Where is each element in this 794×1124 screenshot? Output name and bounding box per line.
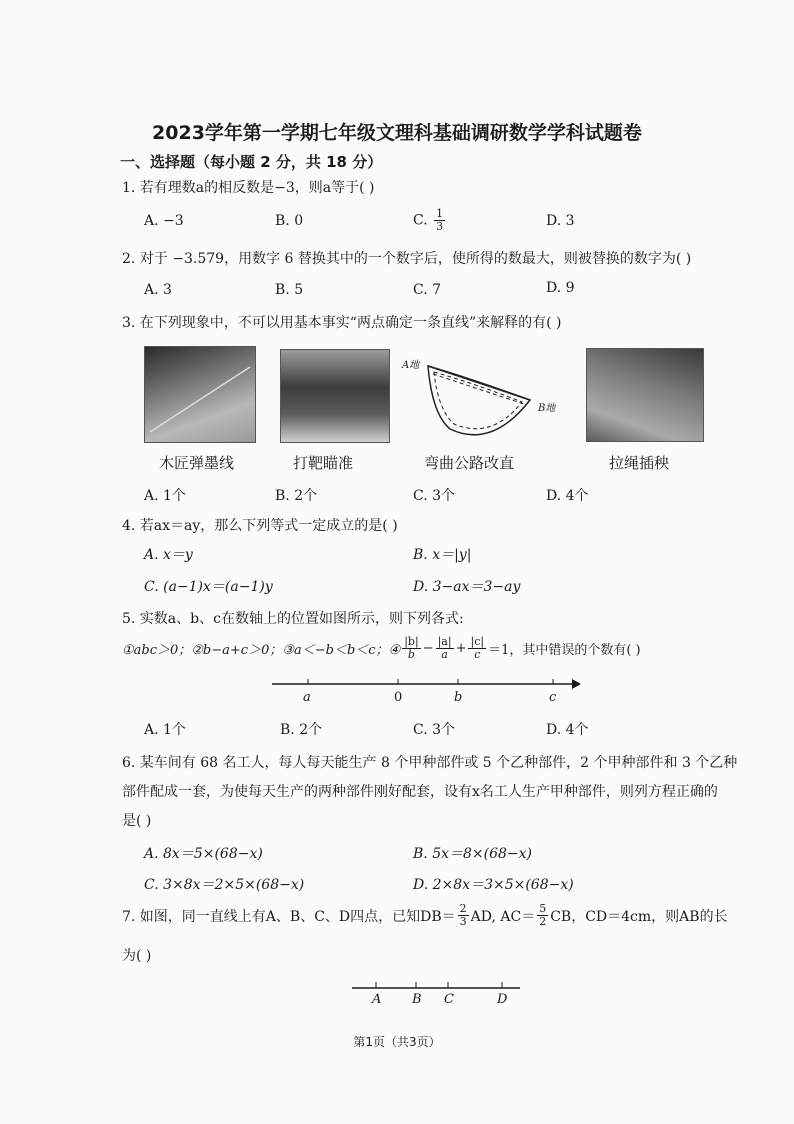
q5-option-c[interactable]: C. 3个 bbox=[413, 722, 456, 738]
q3-option-a[interactable]: A. 1个 bbox=[144, 488, 186, 504]
rice-planting-photo bbox=[586, 348, 704, 442]
segment-point-c: C bbox=[444, 992, 454, 1007]
q7-f1-num: 2 bbox=[459, 902, 467, 915]
q5-f2-den: a bbox=[441, 648, 448, 661]
q4-option-d[interactable]: D. 3−ax＝3−ay bbox=[413, 579, 521, 595]
q5-f3-num: |c| bbox=[470, 635, 485, 648]
point-b-label: B地 bbox=[538, 403, 556, 414]
q6-option-c[interactable]: C. 3×8x＝2×5×(68−x) bbox=[144, 877, 305, 893]
target-aiming-photo bbox=[280, 349, 390, 443]
q7-mid: AD, AC＝ bbox=[470, 908, 536, 925]
number-line-arrow-icon bbox=[572, 679, 581, 689]
section-heading: 一、选择题（每小题 2 分，共 18 分） bbox=[120, 153, 383, 171]
q4-option-c[interactable]: C. (a−1)x＝(a−1)y bbox=[144, 579, 273, 595]
q1-option-b[interactable]: B. 0 bbox=[275, 213, 304, 229]
axis-label-a: a bbox=[303, 690, 311, 705]
q7-pre: 7. 如图，同一直线上有A、B、C、D四点，已知DB＝ bbox=[122, 908, 456, 925]
question-6-line3: 是( ) bbox=[122, 813, 152, 829]
q1-option-d[interactable]: D. 3 bbox=[546, 213, 575, 229]
caption-aiming: 打靶瞄准 bbox=[293, 454, 354, 472]
question-2-stem: 2. 对于 −3.579，用数字 6 替换其中的一个数字后，使所得的数最大，则被替换的数字为( ) bbox=[122, 251, 692, 267]
q5-option-b[interactable]: B. 2个 bbox=[280, 722, 323, 738]
q2-option-b[interactable]: B. 5 bbox=[275, 282, 304, 298]
question-6-line2: 部件配成一套，为使每天生产的两种部件刚好配套，设有x名工人生产甲种部件，则列方程正确的 bbox=[122, 784, 718, 800]
q5-f3-den: c bbox=[474, 648, 481, 661]
q7-f1-den: 3 bbox=[459, 915, 467, 928]
q3-option-d[interactable]: D. 4个 bbox=[546, 488, 589, 504]
q6-option-b[interactable]: B. 5x＝8×(68−x) bbox=[413, 846, 532, 862]
segment-point-b: B bbox=[412, 992, 422, 1007]
q7-fraction-five-halves bbox=[537, 903, 548, 928]
question-1-stem: 1. 若有理数a的相反数是−3，则a等于( ) bbox=[122, 180, 375, 196]
q2-option-c[interactable]: C. 7 bbox=[413, 282, 442, 298]
q5-items-part1: ①abc＞0；②b−a+c＞0；③a＜−b＜b＜c；④ bbox=[122, 643, 401, 658]
point-a-label: A地 bbox=[402, 360, 420, 371]
q1-option-a[interactable]: A. −3 bbox=[144, 213, 184, 229]
q6-option-d[interactable]: D. 2×8x＝3×5×(68−x) bbox=[413, 877, 574, 893]
q7-f2-den: 2 bbox=[539, 915, 547, 928]
axis-label-b: b bbox=[454, 690, 463, 705]
q5-option-a[interactable]: A. 1个 bbox=[144, 722, 186, 738]
q2-option-d[interactable]: D. 9 bbox=[546, 280, 575, 296]
segment-point-d: D bbox=[497, 992, 508, 1007]
q4-option-a[interactable]: A. x＝y bbox=[144, 547, 193, 563]
axis-label-zero: 0 bbox=[394, 690, 403, 705]
segment-point-a: A bbox=[372, 992, 382, 1007]
q5-minus: − bbox=[422, 641, 434, 656]
q6-option-a[interactable]: A. 8x＝5×(68−x) bbox=[144, 846, 263, 862]
carpenter-ink-line-photo bbox=[144, 346, 256, 443]
q5-plus: + bbox=[455, 641, 467, 656]
q5-fraction-a bbox=[436, 636, 454, 661]
question-4-stem: 4. 若ax＝ay，那么下列等式一定成立的是( ) bbox=[122, 518, 398, 534]
number-line bbox=[272, 676, 582, 696]
q4-option-b[interactable]: B. x＝|y| bbox=[413, 547, 472, 563]
question-5-stem: 5. 实数a、b、c在数轴上的位置如图所示，则下列各式: bbox=[122, 611, 464, 627]
q7-f2-num: 5 bbox=[539, 902, 547, 915]
question-6-line1: 6. 某车间有 68 名工人，每人每天能生产 8 个甲种部件或 5 个乙种部件，2 个甲种部件和 3 个乙种 bbox=[122, 755, 738, 771]
q1-c-denominator: 3 bbox=[436, 220, 444, 233]
q7-fraction-two-thirds bbox=[458, 903, 469, 928]
q5-fraction-b bbox=[402, 636, 420, 661]
caption-planting: 拉绳插秧 bbox=[609, 454, 670, 472]
ink-line-icon bbox=[145, 347, 255, 442]
q5-f1-den: b bbox=[407, 648, 415, 661]
q3-option-b[interactable]: B. 2个 bbox=[275, 488, 318, 504]
q1-c-numerator: 1 bbox=[436, 207, 444, 220]
q5-fraction-c bbox=[468, 636, 486, 661]
q7-post: CB，CD＝4cm，则AB的长 bbox=[550, 908, 728, 925]
exam-title: 2023学年第一学期七年级文理科基础调研数学学科试题卷 bbox=[152, 122, 642, 144]
page-footer: 第1页（共3页） bbox=[353, 1035, 441, 1049]
q5-f1-num: |b| bbox=[404, 635, 419, 648]
q1-option-c[interactable] bbox=[413, 208, 447, 233]
q2-option-a[interactable]: A. 3 bbox=[144, 282, 172, 298]
axis-label-c: c bbox=[549, 690, 557, 705]
q1-option-c-label: C. bbox=[413, 212, 428, 229]
question-7-line2: 为( ) bbox=[122, 948, 152, 964]
question-5-items bbox=[122, 636, 641, 661]
q1-option-c-fraction bbox=[434, 208, 445, 233]
caption-road: 弯曲公路改直 bbox=[424, 454, 515, 472]
q3-option-c[interactable]: C. 3个 bbox=[413, 488, 456, 504]
caption-carpenter: 木匠弹墨线 bbox=[159, 454, 235, 472]
question-3-stem: 3. 在下列现象中，不可以用基本事实“两点确定一条直线”来解释的有( ) bbox=[122, 315, 562, 331]
question-7-stem bbox=[122, 903, 728, 928]
q5-option-d[interactable]: D. 4个 bbox=[546, 722, 589, 738]
q5-items-part2: ＝1，其中错误的个数有( ) bbox=[488, 643, 641, 658]
q5-f2-num: |a| bbox=[437, 635, 452, 648]
